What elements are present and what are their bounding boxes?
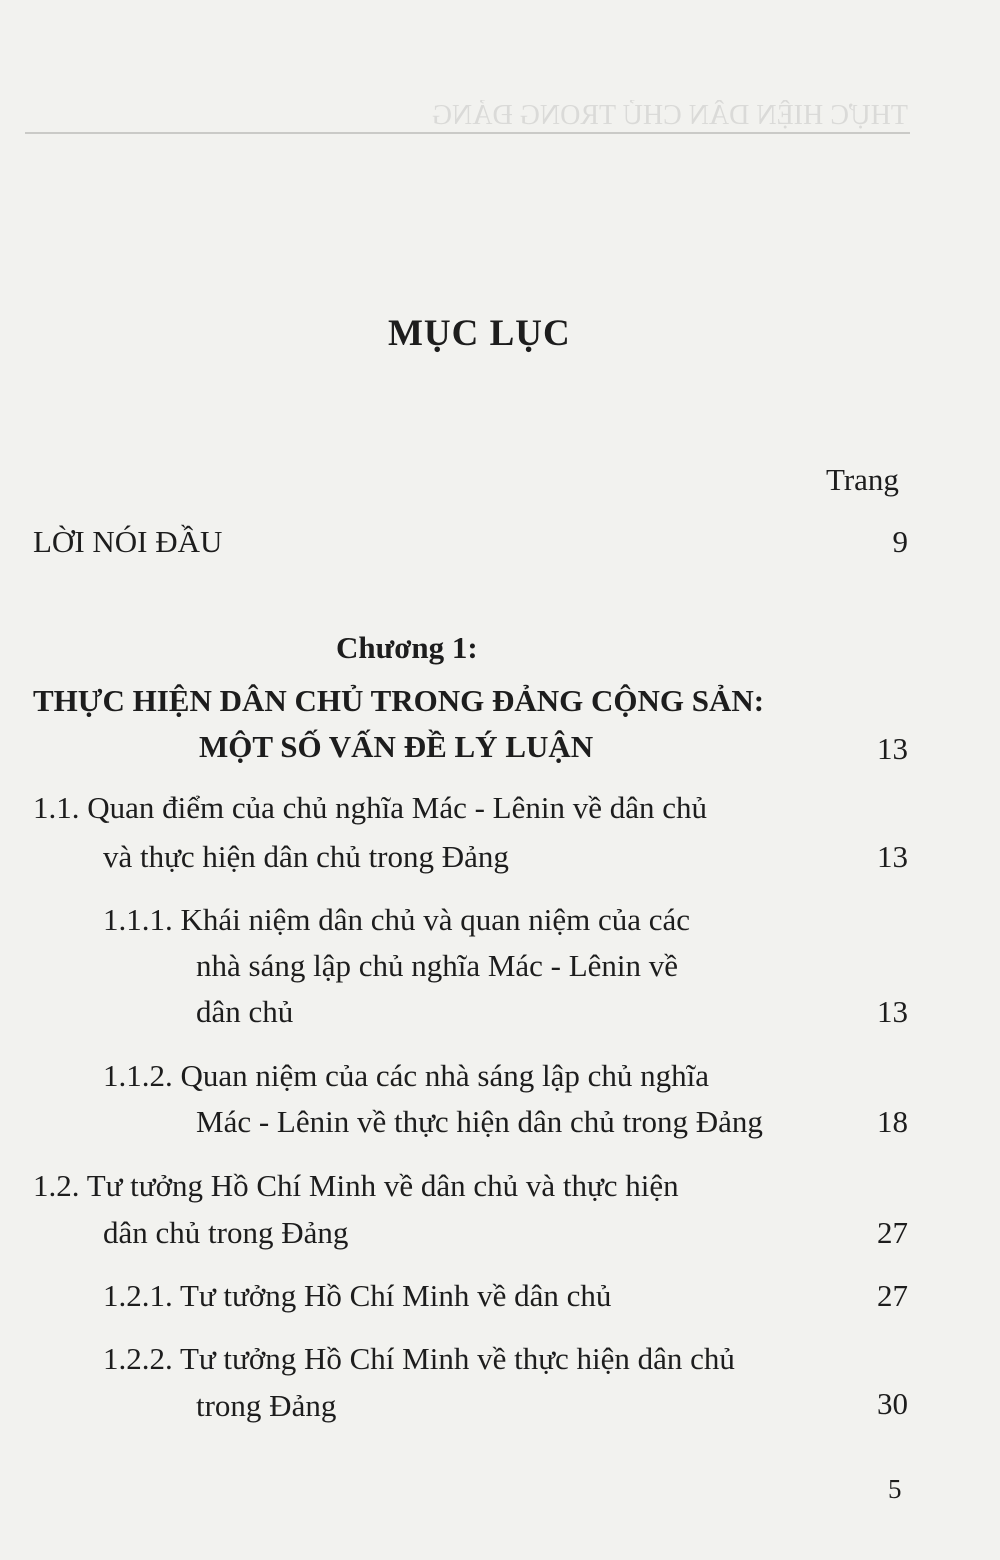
chapter-label: Chương 1: xyxy=(336,630,478,665)
toc-entry-page: 13 xyxy=(877,839,908,874)
toc-entry-line: dân chủ xyxy=(196,994,294,1029)
toc-entry-page: 18 xyxy=(877,1104,908,1139)
toc-entry-line: 1.2. Tư tưởng Hồ Chí Minh về dân chủ và thực hiện xyxy=(33,1168,679,1203)
page-column-label: Trang xyxy=(826,462,899,497)
show-through-header: THỰC HIỆN DÂN CHỦ TRONG ĐẢNG xyxy=(431,100,908,131)
toc-entry-line: Mác - Lênin về thực hiện dân chủ trong Đảng xyxy=(196,1104,763,1139)
toc-preface-label: LỜI NÓI ĐẦU xyxy=(33,524,223,559)
toc-entry-page: 13 xyxy=(877,994,908,1029)
toc-preface-page: 9 xyxy=(892,524,908,559)
chapter-title-line2: MỘT SỐ VẤN ĐỀ LÝ LUẬN xyxy=(199,729,594,764)
toc-entry-page: 30 xyxy=(877,1386,908,1421)
toc-entry-line: 1.1. Quan điểm của chủ nghĩa Mác - Lênin về dân chủ xyxy=(33,790,708,825)
toc-entry-line: 1.1.2. Quan niệm của các nhà sáng lập chủ nghĩa xyxy=(103,1058,710,1093)
toc-entry-line: và thực hiện dân chủ trong Đảng xyxy=(103,839,509,874)
toc-entry-line: 1.2.2. Tư tưởng Hồ Chí Minh về thực hiện dân chủ xyxy=(103,1341,735,1376)
chapter-title-line1: THỰC HIỆN DÂN CHỦ TRONG ĐẢNG CỘNG SẢN: xyxy=(33,683,765,718)
chapter-page: 13 xyxy=(877,731,908,766)
toc-entry-line: trong Đảng xyxy=(196,1388,337,1423)
toc-entry-line: 1.1.1. Khái niệm dân chủ và quan niệm của các xyxy=(103,902,691,937)
page-number: 5 xyxy=(888,1474,902,1504)
toc-entry-page: 27 xyxy=(877,1278,908,1313)
toc-entry-page: 27 xyxy=(877,1215,908,1250)
toc-entry-line: dân chủ trong Đảng xyxy=(103,1215,349,1250)
page-title: MỤC LỤC xyxy=(388,313,571,354)
toc-entry-line: nhà sáng lập chủ nghĩa Mác - Lênin về xyxy=(196,948,679,983)
toc-entry-line: 1.2.1. Tư tưởng Hồ Chí Minh về dân chủ xyxy=(103,1278,612,1313)
